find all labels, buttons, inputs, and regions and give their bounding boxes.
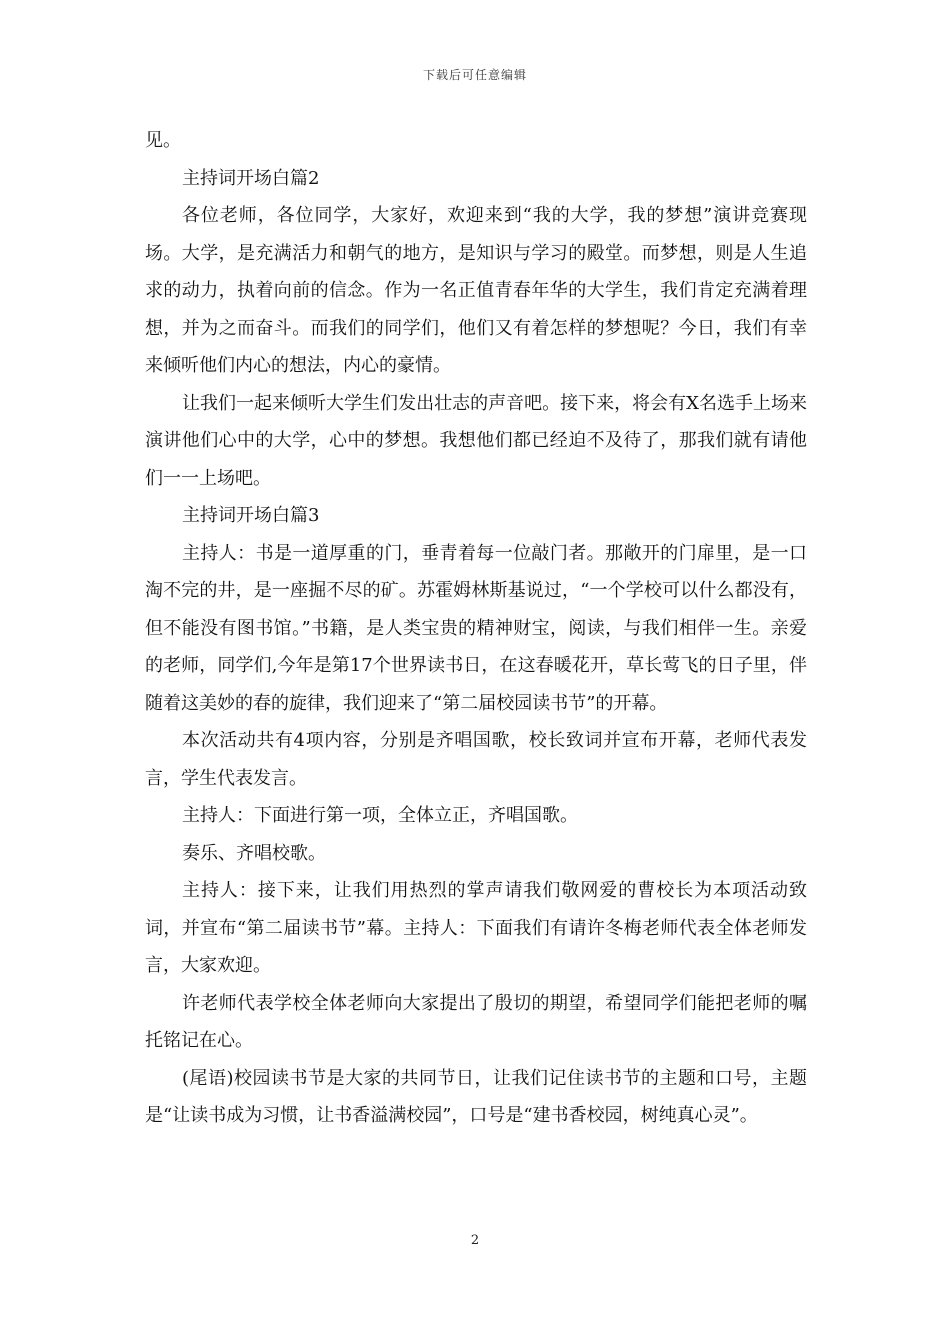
paragraph: (尾语)校园读书节是大家的共同节日，让我们记住读书节的主题和口号，主题是“让读书成为习惯，让书香溢满校园”，口号是“建书香校园，树纯真心灵”。 [145, 1067, 807, 1126]
section-heading-3: 主持词开场白篇3 [182, 505, 320, 526]
paragraph-continuation: 见。 [145, 130, 181, 151]
paragraph: 主持人：书是一道厚重的门，垂青着每一位敲门者。那敞开的门扉里，是一口淘不完的井，是一座掘不尽的矿。苏霍姆林斯基说过，“一个学校可以什么都没有，但不能没有图书馆。”书籍，是人类宝贵的精神财宝，阅读，与我们相伴一生。亲爱的老师，同学们,今年是第17个世界读书日，在这春暖花开，草长莺飞的日子里，伴随着这美妙的春的旋律，我们迎来了“第二届校园读书节”的开幕。 [145, 542, 807, 714]
page-header: 下载后可任意编辑 [422, 68, 527, 82]
paragraph: 让我们一起来倾听大学生们发出壮志的声音吧。接下来，将会有X名选手上场来演讲他们心中的大学，心中的梦想。我想他们都已经迫不及待了，那我们就有请他们一一上场吧。 [145, 392, 807, 489]
paragraph: 奏乐、齐唱校歌。 [182, 842, 326, 864]
paragraph: 许老师代表学校全体老师向大家提出了殷切的期望，希望同学们能把老师的嘱托铭记在心。 [145, 992, 807, 1051]
paragraph: 各位老师，各位同学，大家好，欢迎来到“我的大学，我的梦想”演讲竞赛现场。大学，是充满活力和朝气的地方，是知识与学习的殿堂。而梦想，则是人生追求的动力，执着向前的信念。作为一名正值青春年华的大学生，我们肯定充满着理想，并为之而奋斗。而我们的同学们，他们又有着怎样的梦想呢？今日，我们有幸来倾听他们内心的想法，内心的豪情。 [145, 205, 807, 376]
paragraph: 本次活动共有4项内容，分别是齐唱国歌，校长致词并宣布开幕，老师代表发言，学生代表发言。 [145, 730, 807, 789]
paragraph: 主持人：下面进行第一项，全体立正，齐唱国歌。 [182, 805, 578, 826]
section-heading-2: 主持词开场白篇2 [182, 167, 320, 189]
page-number: 2 [470, 1233, 480, 1248]
document-body [145, 122, 807, 1135]
paragraph: 主持人：接下来，让我们用热烈的掌声请我们敬网爱的曹校长为本项活动致词，并宣布“第二届读书节”幕。主持人：下面我们有请许冬梅老师代表全体老师发言，大家欢迎。 [145, 880, 807, 976]
